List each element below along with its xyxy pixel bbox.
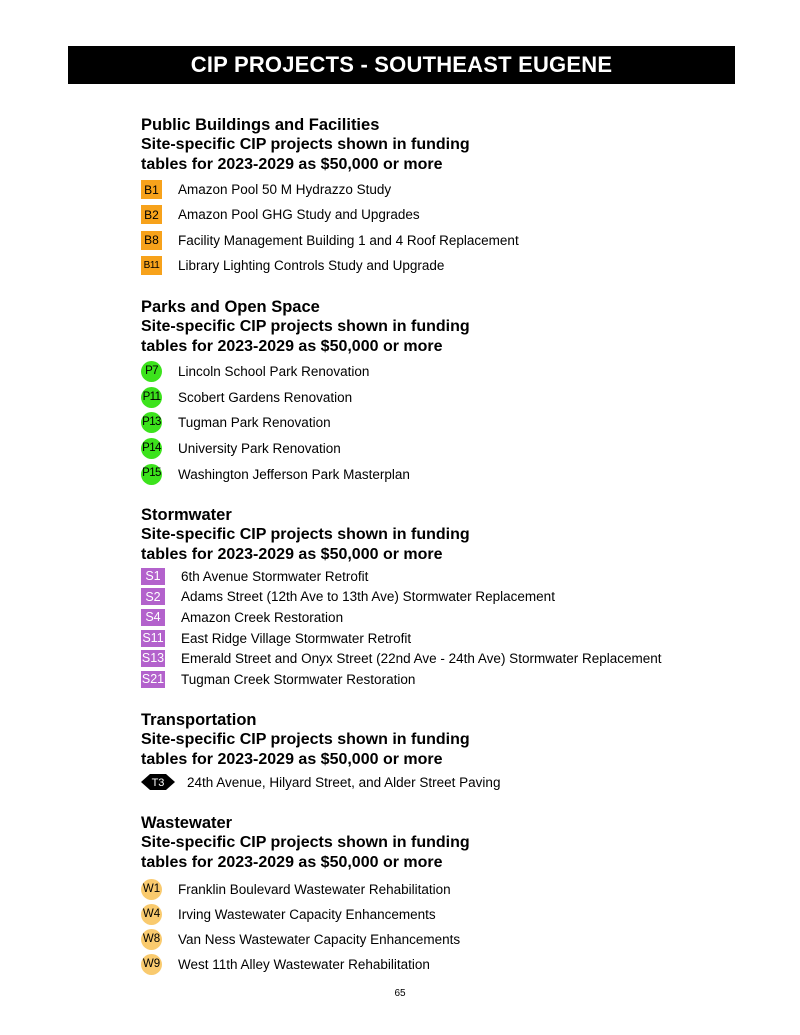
list-item bbox=[141, 587, 662, 608]
list-item bbox=[141, 877, 470, 902]
section-stormwater bbox=[141, 505, 662, 690]
list-item bbox=[141, 359, 470, 385]
project-name: Irving Wastewater Capacity Enhancements bbox=[178, 907, 436, 923]
list-item bbox=[141, 648, 662, 669]
list-item bbox=[141, 927, 470, 952]
project-code-badge: S21 bbox=[141, 672, 165, 687]
section-subheading-line1: Site-specific CIP projects shown in funding bbox=[141, 318, 470, 335]
project-name: East Ridge Village Stormwater Retrofit bbox=[181, 630, 412, 646]
project-code-badge: B11 bbox=[141, 256, 162, 275]
page-number: 65 bbox=[394, 988, 406, 999]
project-code-badge: P7 bbox=[141, 361, 162, 382]
project-code-badge: S4 bbox=[141, 609, 165, 626]
section-heading: Wastewater bbox=[141, 814, 233, 832]
project-name: Franklin Boulevard Wastewater Rehabilitation bbox=[178, 882, 451, 898]
project-code-badge: B2 bbox=[141, 205, 162, 224]
section-subheading-line1: Site-specific CIP projects shown in funding bbox=[141, 136, 470, 153]
project-list bbox=[141, 877, 470, 977]
list-item bbox=[141, 177, 519, 202]
project-code-badge: P14 bbox=[141, 438, 162, 459]
project-code-badge: P15 bbox=[141, 464, 162, 485]
list-item bbox=[141, 228, 519, 253]
list-item bbox=[141, 253, 519, 278]
project-name: Library Lighting Controls Study and Upgrade bbox=[178, 258, 445, 274]
list-item bbox=[141, 385, 470, 411]
list-item bbox=[141, 772, 500, 792]
project-code-badge: P11 bbox=[141, 387, 162, 408]
list-item bbox=[141, 669, 662, 690]
project-name: Tugman Park Renovation bbox=[178, 415, 331, 431]
list-item bbox=[141, 410, 470, 436]
project-code-badge: W4 bbox=[141, 904, 162, 925]
list-item bbox=[141, 628, 662, 649]
project-name: 6th Avenue Stormwater Retrofit bbox=[181, 568, 369, 584]
section-heading: Transportation bbox=[141, 711, 257, 729]
project-code-badge: S1 bbox=[141, 568, 165, 585]
project-code-badge: S2 bbox=[141, 588, 165, 605]
project-name: 24th Avenue, Hilyard Street, and Alder Street Paving bbox=[187, 774, 501, 790]
project-code-badge: P13 bbox=[141, 412, 162, 433]
project-code-badge: W1 bbox=[141, 879, 162, 900]
list-item bbox=[141, 566, 662, 587]
project-code-badge bbox=[141, 773, 175, 791]
section-subheading-line2: tables for 2023-2029 as $50,000 or more bbox=[141, 338, 443, 355]
page-title-banner bbox=[68, 46, 735, 84]
page-title: CIP PROJECTS - SOUTHEAST EUGENE bbox=[190, 52, 613, 77]
project-code-badge: S11 bbox=[142, 630, 164, 645]
list-item bbox=[141, 436, 470, 462]
list-item bbox=[141, 202, 519, 227]
project-list bbox=[141, 359, 470, 487]
section-subheading-line2: tables for 2023-2029 as $50,000 or more bbox=[141, 751, 443, 768]
project-code-badge: B8 bbox=[141, 231, 162, 250]
project-code-badge: W9 bbox=[141, 954, 162, 975]
project-code-badge: W8 bbox=[141, 929, 162, 950]
project-name: Amazon Pool GHG Study and Upgrades bbox=[178, 207, 420, 223]
project-name: Adams Street (12th Ave to 13th Ave) Stormwater Replacement bbox=[181, 589, 555, 605]
project-list bbox=[141, 772, 500, 792]
diamond-arrow-icon bbox=[141, 773, 175, 791]
section-parks bbox=[141, 297, 470, 487]
section-heading: Public Buildings and Facilities bbox=[141, 116, 380, 134]
project-name: West 11th Alley Wastewater Rehabilitation bbox=[178, 957, 430, 973]
list-item bbox=[141, 952, 470, 977]
section-transportation bbox=[141, 710, 500, 792]
project-name: Amazon Creek Restoration bbox=[181, 609, 344, 625]
project-name: Washington Jefferson Park Masterplan bbox=[178, 466, 410, 482]
section-subheading-line1: Site-specific CIP projects shown in funding bbox=[141, 834, 470, 851]
project-list bbox=[141, 566, 662, 690]
project-name: Tugman Creek Stormwater Restoration bbox=[181, 671, 416, 687]
project-name: University Park Renovation bbox=[178, 441, 341, 457]
section-subheading-line2: tables for 2023-2029 as $50,000 or more bbox=[141, 854, 443, 871]
list-item bbox=[141, 902, 470, 927]
section-heading: Stormwater bbox=[141, 506, 232, 524]
section-subheading-line1: Site-specific CIP projects shown in funding bbox=[141, 526, 470, 543]
section-wastewater bbox=[141, 813, 470, 977]
project-list bbox=[141, 177, 519, 278]
list-item bbox=[141, 461, 470, 487]
project-name: Emerald Street and Onyx Street (22nd Ave - 24th Ave) Stormwater Replacement bbox=[181, 651, 662, 667]
project-name: Amazon Pool 50 M Hydrazzo Study bbox=[178, 182, 392, 198]
list-item bbox=[141, 607, 662, 628]
project-code-text: T3 bbox=[151, 777, 165, 789]
section-public-buildings bbox=[141, 115, 519, 278]
project-name: Scobert Gardens Renovation bbox=[178, 389, 353, 405]
section-subheading-line2: tables for 2023-2029 as $50,000 or more bbox=[141, 546, 443, 563]
project-name: Van Ness Wastewater Capacity Enhancements bbox=[178, 932, 461, 948]
section-subheading-line2: tables for 2023-2029 as $50,000 or more bbox=[141, 156, 443, 173]
section-heading: Parks and Open Space bbox=[141, 298, 320, 316]
project-code-badge: S13 bbox=[141, 651, 165, 666]
project-name: Lincoln School Park Renovation bbox=[178, 364, 370, 380]
section-subheading-line1: Site-specific CIP projects shown in funding bbox=[141, 731, 470, 748]
project-name: Facility Management Building 1 and 4 Roof Replacement bbox=[178, 232, 519, 248]
project-code-badge: B1 bbox=[141, 180, 162, 199]
